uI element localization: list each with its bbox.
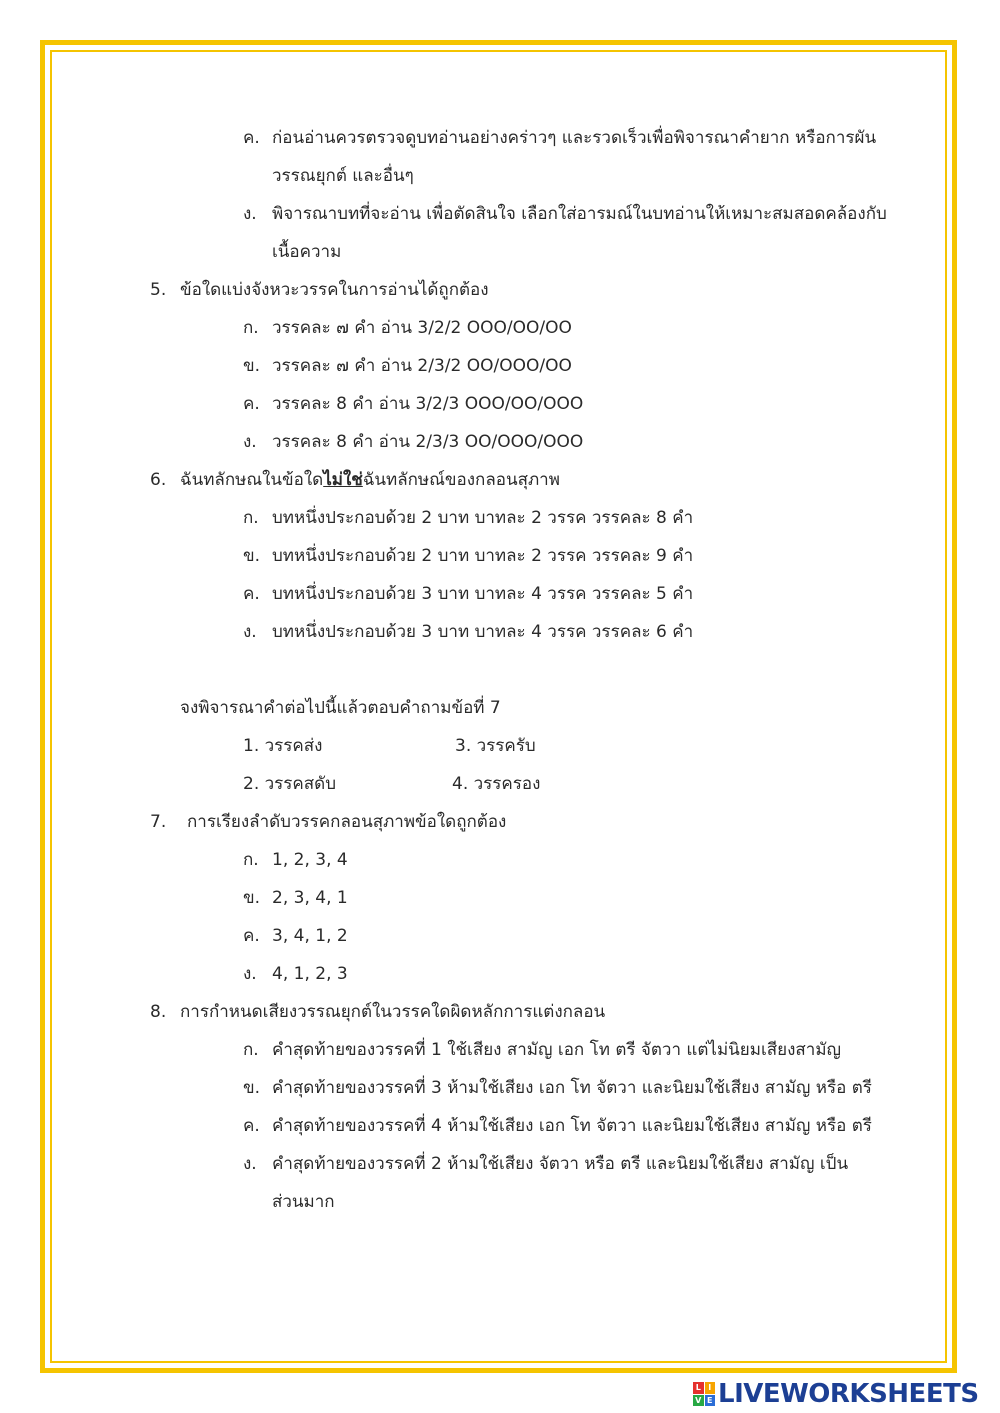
q7-question: การเรียงลำดับวรรคกลอนสุภาพข้อใดถูกต้อง xyxy=(187,812,507,832)
logo-badge-icon xyxy=(693,1382,715,1406)
q6-option-d-text: บทหนึ่งประกอบด้วย 3 บาท บาทละ 4 วรรค วรรคละ 6 คำ xyxy=(272,622,694,642)
q8-option-d-text-line1: คำสุดท้ายของวรรคที่ 2 ห้ามใช้เสียง จัตวา หรือ ตรี และนิยมใช้เสียง สามัญ เป็น xyxy=(272,1154,849,1174)
q5-option-d-label: ง. xyxy=(243,432,257,452)
q5-option-d-text: วรรคละ 8 คำ อ่าน 2/3/3 OO/OOO/OOO xyxy=(272,432,584,452)
q4-option-c-label: ค. xyxy=(243,128,260,148)
term-2: 2. วรรคสดับ xyxy=(243,774,337,794)
q4-option-c-text-line2: วรรณยุกต์ และอื่นๆ xyxy=(272,166,414,186)
q6-option-b-label: ข. xyxy=(243,546,261,566)
q8-option-c-text: คำสุดท้ายของวรรคที่ 4 ห้ามใช้เสียง เอก โท จัตวา และนิยมใช้เสียง สามัญ หรือ ตรี xyxy=(272,1116,872,1136)
q5-question: ข้อใดแบ่งจังหวะวรรคในการอ่านได้ถูกต้อง xyxy=(180,280,489,300)
q6-question-emphasis: ไม่ใช่ xyxy=(323,470,363,490)
q5-option-c-label: ค. xyxy=(243,394,260,414)
q7-option-c-text: 3, 4, 1, 2 xyxy=(272,926,348,946)
q8-option-d-label: ง. xyxy=(243,1154,257,1174)
liveworksheets-logo[interactable] xyxy=(693,1378,979,1410)
term-3: 3. วรรครับ xyxy=(455,736,536,756)
q5-option-b-label: ข. xyxy=(243,356,261,376)
q8-option-b-text: คำสุดท้ายของวรรคที่ 3 ห้ามใช้เสียง เอก โท จัตวา และนิยมใช้เสียง สามัญ หรือ ตรี xyxy=(272,1078,872,1098)
q5-number: 5. xyxy=(150,280,167,300)
q5-option-a-label: ก. xyxy=(243,318,259,338)
logo-badge-letter-e: E xyxy=(705,1395,716,1407)
q8-option-a-text: คำสุดท้ายของวรรคที่ 1 ใช้เสียง สามัญ เอก โท ตรี จัตวา แต่ไม่นิยมเสียงสามัญ xyxy=(272,1040,842,1060)
q7-option-a-label: ก. xyxy=(243,850,259,870)
term-4: 4. วรรครอง xyxy=(452,774,541,794)
q4-option-d-label: ง. xyxy=(243,204,257,224)
q7-option-b-label: ข. xyxy=(243,888,261,908)
q7-option-c-label: ค. xyxy=(243,926,260,946)
q6-question xyxy=(180,469,560,491)
q7-option-b-text: 2, 3, 4, 1 xyxy=(272,888,348,908)
q8-option-b-label: ข. xyxy=(243,1078,261,1098)
q6-option-b-text: บทหนึ่งประกอบด้วย 2 บาท บาทละ 2 วรรค วรรคละ 9 คำ xyxy=(272,546,694,566)
logo-badge-letter-l: L xyxy=(693,1382,704,1394)
instruction-text: จงพิจารณาคำต่อไปนี้แล้วตอบคำถามข้อที่ 7 xyxy=(180,698,501,718)
q5-option-b-text: วรรคละ ๗ คำ อ่าน 2/3/2 OO/OOO/OO xyxy=(272,356,572,376)
q6-number: 6. xyxy=(150,470,167,490)
q8-option-d-text-line2: ส่วนมาก xyxy=(272,1192,335,1212)
term-1: 1. วรรคส่ง xyxy=(243,736,323,756)
q7-number: 7. xyxy=(150,812,167,832)
q6-option-a-label: ก. xyxy=(243,508,259,528)
q6-option-c-label: ค. xyxy=(243,584,260,604)
q6-option-c-text: บทหนึ่งประกอบด้วย 3 บาท บาทละ 4 วรรค วรรคละ 5 คำ xyxy=(272,584,694,604)
q6-question-part2: ฉันทลักษณ์ของกลอนสุภาพ xyxy=(362,470,560,490)
q4-option-c-text-line1: ก่อนอ่านควรตรวจดูบทอ่านอย่างคร่าวๆ และรวดเร็วเพื่อพิจารณาคำยาก หรือการผัน xyxy=(272,128,877,148)
logo-badge-letter-i: I xyxy=(705,1382,716,1394)
q6-option-a-text: บทหนึ่งประกอบด้วย 2 บาท บาทละ 2 วรรค วรรคละ 8 คำ xyxy=(272,508,694,528)
q8-option-c-label: ค. xyxy=(243,1116,260,1136)
q6-question-part1: ฉันทลักษณในข้อใด xyxy=(180,470,324,490)
q5-option-c-text: วรรคละ 8 คำ อ่าน 3/2/3 OOO/OO/OOO xyxy=(272,394,584,414)
q6-option-d-label: ง. xyxy=(243,622,257,642)
logo-badge-letter-v: V xyxy=(693,1395,704,1407)
q7-option-a-text: 1, 2, 3, 4 xyxy=(272,850,348,870)
q4-option-d-text-line2: เนื้อความ xyxy=(272,242,342,262)
q8-question: การกำหนดเสียงวรรณยุกต์ในวรรคใดผิดหลักการแต่งกลอน xyxy=(180,1002,606,1022)
q7-option-d-label: ง. xyxy=(243,964,257,984)
q5-option-a-text: วรรคละ ๗ คำ อ่าน 3/2/2 OOO/OO/OO xyxy=(272,318,572,338)
q8-option-a-label: ก. xyxy=(243,1040,259,1060)
q4-option-d-text-line1: พิจารณาบทที่จะอ่าน เพื่อตัดสินใจ เลือกใส่อารมณ์ในบทอ่านให้เหมาะสมสอดคล้องกับ xyxy=(272,204,887,224)
q8-number: 8. xyxy=(150,1002,167,1022)
q7-option-d-text: 4, 1, 2, 3 xyxy=(272,964,348,984)
logo-wordmark: LIVEWORKSHEETS xyxy=(718,1379,979,1409)
